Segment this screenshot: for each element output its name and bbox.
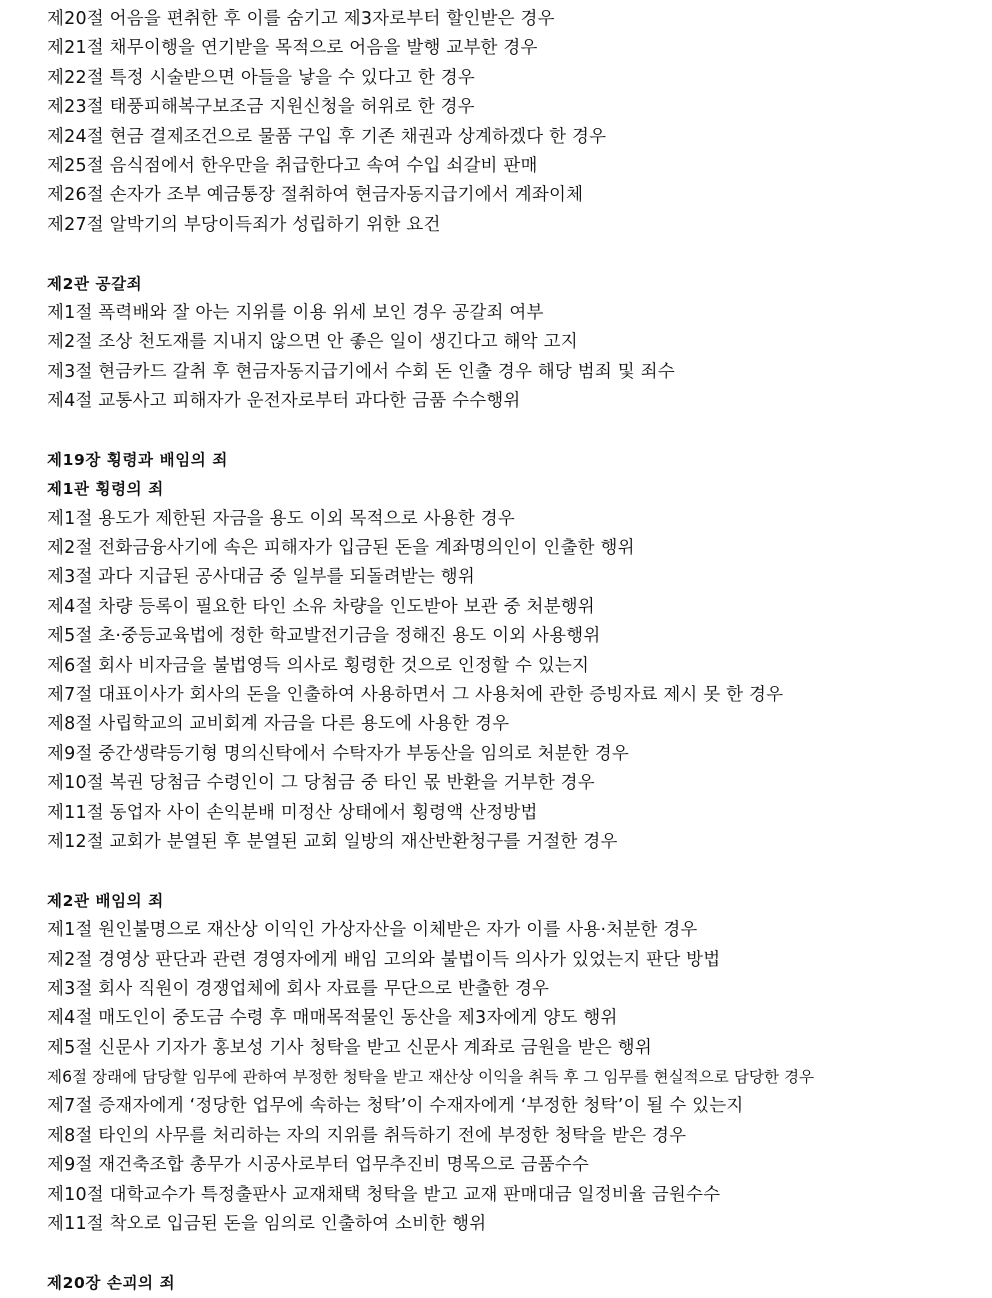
section-embezzlement	[47, 446, 977, 857]
spacer	[47, 416, 977, 445]
list-item: 제8절 사립학교의 교비회계 자금을 다른 용도에 사용한 경우	[47, 714, 510, 735]
list-item: 제4절 매도인이 중도금 수령 후 매매목적물인 동산을 제3자에게 양도 행위	[47, 1008, 618, 1029]
spacer	[47, 857, 977, 886]
list-item: 제24절 현금 결제조건으로 물품 구입 후 기존 채권과 상계하겠다 한 경우	[47, 126, 607, 147]
list-item: 제12절 교회가 분열된 후 분열된 교회 일방의 재산반환청구를 거절한 경우	[47, 831, 618, 852]
list-item: 제22절 특정 시술받으면 아들을 낳을 수 있다고 한 경우	[47, 67, 475, 88]
list-item: 제11절 동업자 사이 손익분배 미정산 상태에서 횡령액 산정방법	[47, 802, 538, 823]
list-item: 제23절 태풍피해복구보조금 지원신청을 허위로 한 경우	[47, 97, 475, 118]
section-heading: 제1관 횡령의 죄	[47, 480, 164, 499]
list-item: 제3절 과다 지급된 공사대금 중 일부를 되돌려받는 행위	[47, 567, 475, 588]
list-item: 제4절 차량 등록이 필요한 타인 소유 차량을 인도받아 보관 중 처분행위	[47, 596, 595, 617]
list-item: 제1절 용도가 제한된 자금을 용도 이외 목적으로 사용한 경우	[47, 508, 515, 529]
spacer	[47, 240, 977, 269]
section-fraud-continued	[47, 5, 977, 240]
section-destruction	[47, 1269, 977, 1298]
list-item: 제11절 착오로 입금된 돈을 임의로 인출하여 소비한 행위	[47, 1214, 487, 1235]
list-item: 제3절 회사 직원이 경쟁업체에 회사 자료를 무단으로 반출한 경우	[47, 978, 550, 999]
chapter-heading: 제20장 손괴의 죄	[47, 1273, 176, 1292]
list-item: 제4절 교통사고 피해자가 운전자로부터 과다한 금품 수수행위	[47, 391, 521, 412]
list-item: 제27절 알박기의 부당이득죄가 성립하기 위한 요건	[47, 214, 441, 235]
list-item: 제2절 전화금융사기에 속은 피해자가 입금된 돈을 계좌명의인이 인출한 행위	[47, 538, 635, 559]
section-heading: 제2관 공갈죄	[47, 274, 143, 293]
list-item: 제21절 채무이행을 연기받을 목적으로 어음을 발행 교부한 경우	[47, 38, 538, 59]
list-item: 제25절 음식점에서 한우만을 취급한다고 속여 수입 쇠갈비 판매	[47, 155, 538, 176]
list-item: 제2절 조상 천도재를 지내지 않으면 안 좋은 일이 생긴다고 해악 고지	[47, 332, 578, 353]
section-breach-of-trust	[47, 887, 977, 1240]
list-item: 제5절 신문사 기자가 홍보성 기사 청탁을 받고 신문사 계좌로 금원을 받은 행위	[47, 1037, 652, 1058]
list-item: 제10절 복권 당첨금 수령인이 그 당첨금 중 타인 몫 반환을 거부한 경우	[47, 773, 595, 794]
chapter-heading: 제19장 횡령과 배임의 죄	[47, 450, 228, 469]
list-item: 제7절 대표이사가 회사의 돈을 인출하여 사용하면서 그 사용처에 관한 증빙자료 제시 못 한 경우	[47, 684, 784, 705]
list-item: 제6절 장래에 담당할 임무에 관하여 부정한 청탁을 받고 재산상 이익을 취득 후 그 임무를 현실적으로 담당한 경우	[47, 1068, 815, 1087]
list-item: 제1절 원인불명으로 재산상 이익인 가상자산을 이체받은 자가 이를 사용·처분한 경우	[47, 920, 698, 941]
list-item: 제8절 타인의 사무를 처리하는 자의 지위를 취득하기 전에 부정한 청탁을 받은 경우	[47, 1125, 687, 1146]
list-item: 제20절 어음을 편취한 후 이를 숨기고 제3자로부터 할인받은 경우	[47, 9, 555, 29]
list-item: 제5절 초·중등교육법에 정한 학교발전기금을 정해진 용도 이외 사용행위	[47, 626, 601, 647]
document-page	[47, 5, 977, 1298]
list-item: 제6절 회사 비자금을 불법영득 의사로 횡령한 것으로 인정할 수 있는지	[47, 655, 590, 676]
list-item: 제10절 대학교수가 특정출판사 교재채택 청탁을 받고 교재 판매대금 일정비율 금원수수	[47, 1184, 721, 1205]
list-item: 제3절 현금카드 갈취 후 현금자동지급기에서 수회 돈 인출 경우 해당 범죄 및 죄수	[47, 361, 675, 382]
spacer	[47, 1239, 977, 1268]
list-item: 제9절 중간생략등기형 명의신탁에서 수탁자가 부동산을 임의로 처분한 경우	[47, 743, 629, 764]
list-item: 제2절 경영상 판단과 관련 경영자에게 배임 고의와 불법이득 의사가 있었는지 판단 방법	[47, 949, 721, 970]
list-item: 제7절 증재자에게 ‘정당한 업무에 속하는 청탁’이 수재자에게 ‘부정한 청탁’이 될 수 있는지	[47, 1096, 744, 1117]
section-heading: 제2관 배임의 죄	[47, 891, 164, 910]
list-item: 제1절 폭력배와 잘 아는 지위를 이용 위세 보인 경우 공갈죄 여부	[47, 302, 544, 323]
section-extortion	[47, 270, 977, 417]
list-item: 제26절 손자가 조부 예금통장 절취하여 현금자동지급기에서 계좌이체	[47, 185, 584, 206]
list-item: 제9절 재건축조합 총무가 시공사로부터 업무추진비 명목으로 금품수수	[47, 1155, 589, 1176]
